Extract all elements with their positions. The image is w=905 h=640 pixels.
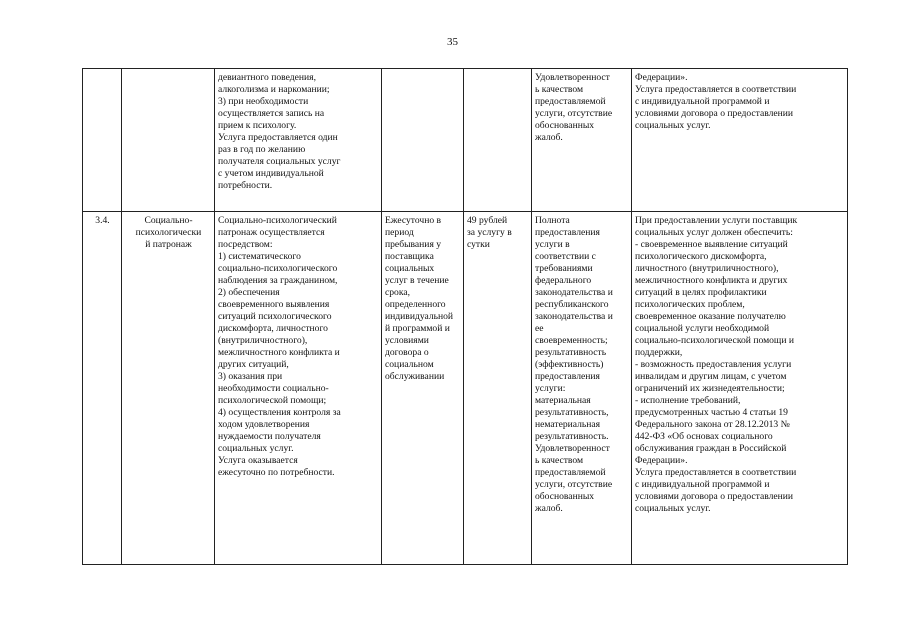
table-row	[83, 212, 848, 565]
service-content-cell: девиантного поведения, алкоголизма и наркомании; 3) при необходимости осуществляется запись на прием к психологу. Услуга предоставляется один раз в год по желанию получателя социальных услуг с учетом индивидуальной потребности.	[215, 69, 382, 212]
service-timing-cell: Ежесуточно в период пребывания у поставщика социальных услуг в течение срока, определенного индивидуальной й программой и условиями договора о социальном обслуживании	[382, 212, 464, 565]
service-quality-cell: Полнота предоставления услуги в соответствии с требованиями федерального законодательства и республиканского законодательства и ее своевременность; результативность (эффективность) предоставления услуги: материальная результативность, нематериальная результативность. Удовлетворенност ь качеством предоставляемой услуги, отсутствие обоснованных жалоб.	[532, 212, 632, 565]
row-number-cell	[83, 69, 122, 212]
service-name-cell	[122, 69, 215, 212]
table-row	[83, 69, 848, 212]
service-price-cell	[464, 69, 532, 212]
service-conditions-cell: При предоставлении услуги поставщик социальных услуг должен обеспечить: - своевременное выявление ситуаций психологического дискомфорта, личностного (внутриличностного), межличностного конфликта и других ситуаций в целях профилактики психологических проблем, своевременное оказание получателю социальной услуги необходимой социально-психологической помощи и поддержки, - возможность предоставления услуги инвалидам и другим лицам, с учетом ограничений их жизнедеятельности; - исполнение требований, предусмотренных частью 4 статьи 19 Федерального закона от 28.12.2013 № 442-ФЗ «Об основах социального обслуживания граждан в Российской Федерации». Услуга предоставляется в соответствии с индивидуальной программой и условиями договора о предоставлении социальных услуг.	[632, 212, 848, 565]
services-table	[82, 68, 848, 565]
row-number-cell: 3.4.	[83, 212, 122, 565]
service-timing-cell	[382, 69, 464, 212]
service-name-cell: Социально- психологически й патронаж	[122, 212, 215, 565]
service-conditions-cell: Федерации». Услуга предоставляется в соответствии с индивидуальной программой и условиями договора о предоставлении социальных услуг.	[632, 69, 848, 212]
service-content-cell: Социально-психологический патронаж осуществляется посредством: 1) систематического социально-психологического наблюдения за гражданином, 2) обеспечения своевременного выявления ситуаций психологического дискомфорта, личностного (внутриличностного), межличностного конфликта и других ситуаций, 3) оказания при необходимости социально- психологической помощи; 4) осуществления контроля за ходом удовлетворения нуждаемости получателя социальных услуг. Услуга оказывается ежесуточно по потребности.	[215, 212, 382, 565]
page-number: 35	[447, 36, 458, 48]
service-price-cell: 49 рублей за услугу в сутки	[464, 212, 532, 565]
service-quality-cell: Удовлетворенност ь качеством предоставляемой услуги, отсутствие обоснованных жалоб.	[532, 69, 632, 212]
